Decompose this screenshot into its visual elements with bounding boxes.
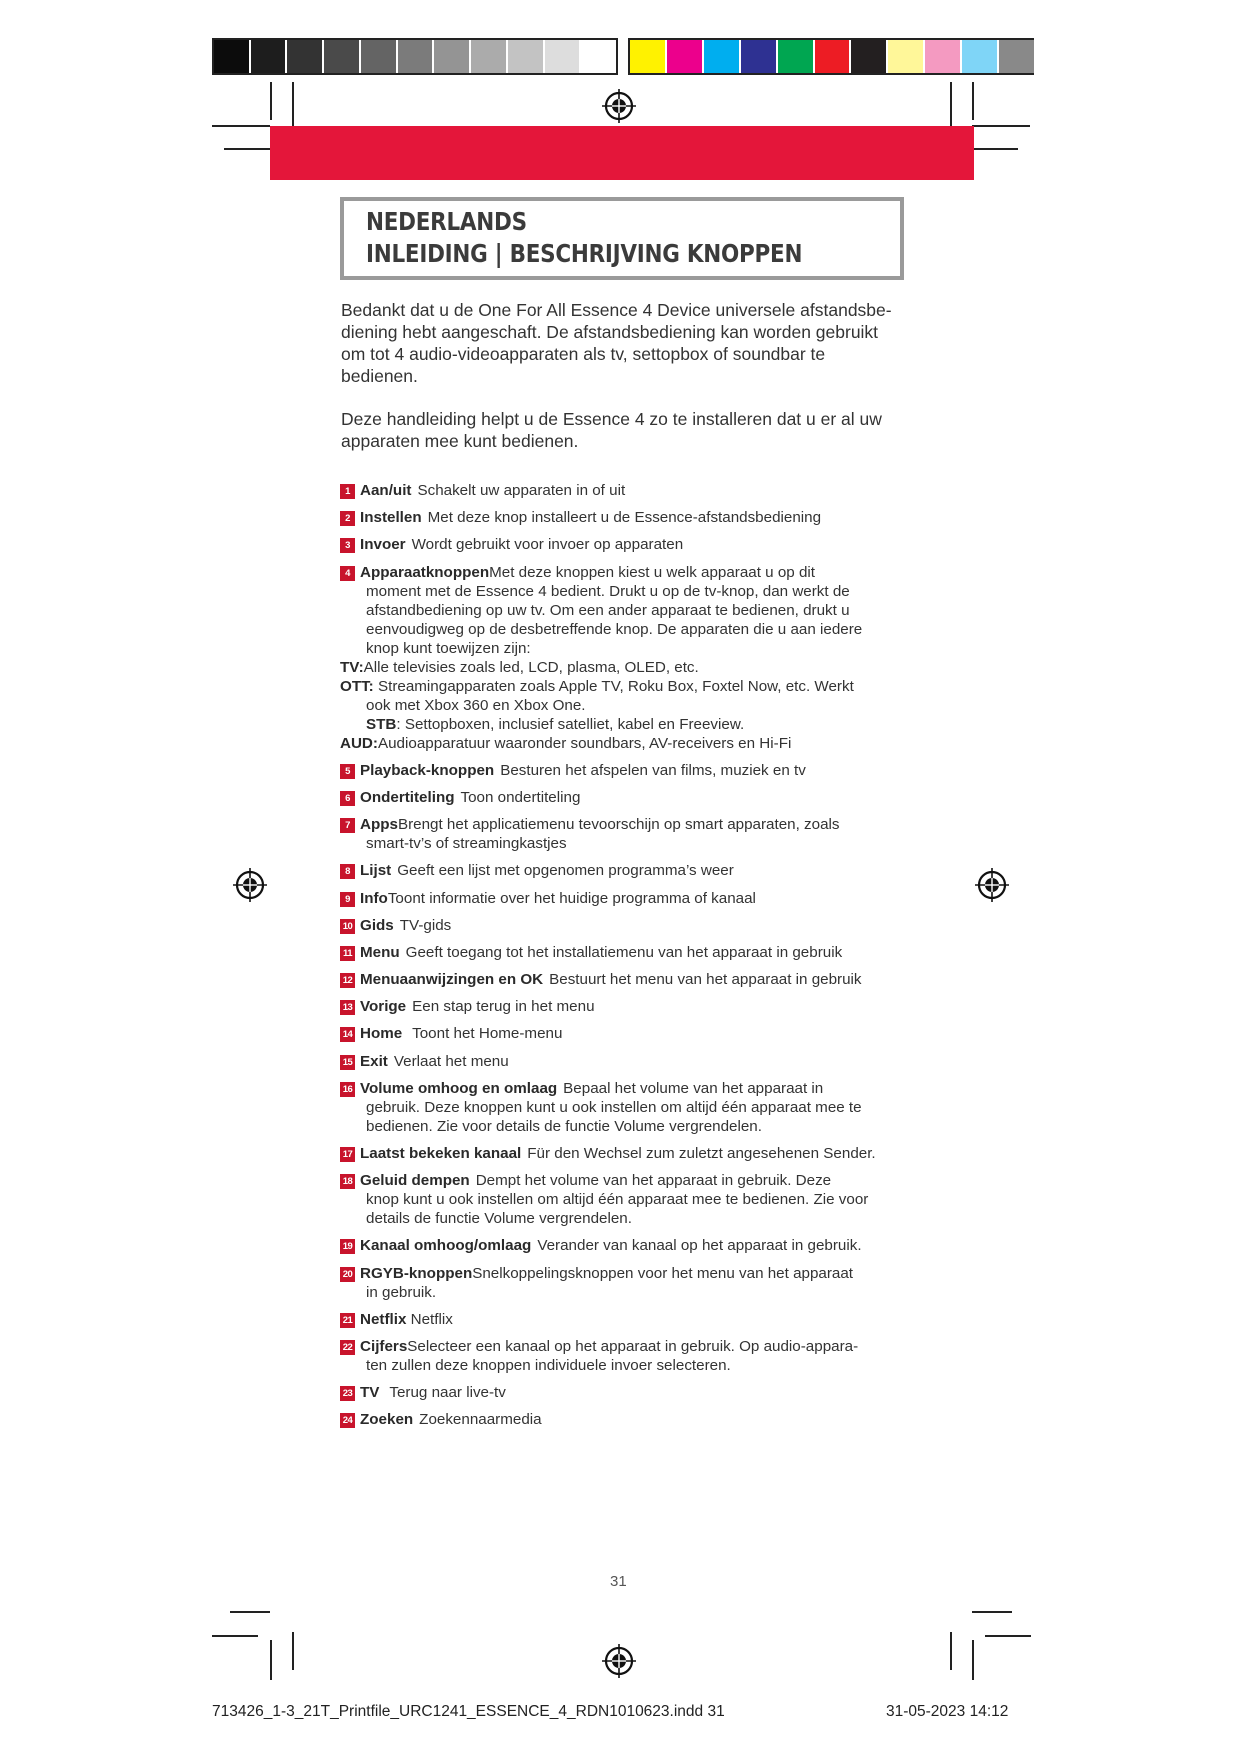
item-number-badge: 22 <box>340 1340 355 1355</box>
crop-mark <box>212 125 270 127</box>
item-number-badge: 12 <box>340 973 355 988</box>
color-swatch <box>999 40 1034 73</box>
color-swatch <box>851 40 888 73</box>
registration-mark-icon <box>602 89 636 123</box>
footer-date: 31-05-2023 14:12 <box>886 1703 1009 1720</box>
item-description: Verlaat het menu <box>393 1052 509 1070</box>
list-item <box>340 1264 912 1302</box>
item-label: Apps <box>360 816 398 834</box>
item-description-continued: ten zullen deze knoppen individuele invoer selecteren. <box>366 1356 731 1374</box>
item-description: TV-gids <box>399 916 452 934</box>
item-number-badge: 2 <box>340 511 355 526</box>
item-description: Schakelt uw apparaten in of uit <box>417 482 626 499</box>
list-item <box>340 970 912 989</box>
list-item <box>340 1079 912 1136</box>
crop-mark <box>270 1640 272 1680</box>
list-item <box>340 761 912 780</box>
gray-swatch <box>434 40 471 73</box>
item-number-badge: 11 <box>340 946 355 961</box>
item-label: Invoer <box>360 536 406 554</box>
color-swatch <box>704 40 741 73</box>
item-label: Geluid dempen <box>360 1172 470 1190</box>
crop-mark <box>972 125 1030 127</box>
list-item <box>340 563 912 753</box>
list-item <box>340 1310 912 1329</box>
crop-mark <box>972 1640 974 1680</box>
item-description-continued: bedienen. Zie voor details de functie Volume vergrendelen. <box>366 1117 762 1135</box>
intro-line: diening hebt aangeschaft. De afstandsbediening kan worden gebruikt <box>341 322 879 342</box>
crop-mark <box>972 1611 1012 1613</box>
list-item <box>340 1383 912 1402</box>
registration-mark-icon <box>975 868 1009 902</box>
section-title-box <box>340 197 904 280</box>
device-type-tv <box>340 658 912 677</box>
device-type-key: OTT: <box>340 677 374 695</box>
gray-swatch <box>324 40 361 73</box>
item-label: Lijst <box>360 862 392 880</box>
item-label: Menu <box>360 943 400 961</box>
registration-mark-icon <box>233 868 267 902</box>
item-description: Terug naar live-tv <box>385 1384 506 1402</box>
item-number-badge: 8 <box>340 864 355 879</box>
intro-line: Deze handleiding helpt u de Essence 4 zo te installeren dat u er al uw <box>341 409 882 429</box>
page-title-language: NEDERLANDS <box>366 207 527 236</box>
item-number-badge: 4 <box>340 566 355 581</box>
item-description: Geeft toegang tot het installatiemenu van het apparaat in gebruik <box>405 943 843 961</box>
crop-mark <box>972 148 1018 150</box>
item-number-badge: 20 <box>340 1267 355 1282</box>
item-description: Toont informatie over het huidige programma of kanaal <box>387 889 756 907</box>
item-label: Exit <box>360 1052 388 1070</box>
item-description-continued: gebruik. Deze knoppen kunt u ook instellen om altijd één apparaat mee te <box>366 1098 862 1116</box>
item-label: Cijfers <box>360 1337 408 1355</box>
item-description: Met deze knop installeert u de Essence-afstandsbediening <box>427 509 822 527</box>
gray-swatch <box>545 40 582 73</box>
device-type-text: Alle televisies zoals led, LCD, plasma, OLED, etc. <box>363 658 699 676</box>
page-number: 31 <box>610 1573 627 1590</box>
color-swatch <box>925 40 962 73</box>
item-number-badge: 16 <box>340 1082 355 1097</box>
intro-line: apparaten mee kunt bedienen. <box>341 431 579 451</box>
crop-mark <box>972 82 974 120</box>
item-label: Instellen <box>360 509 422 527</box>
gray-swatch <box>251 40 288 73</box>
intro-line: om tot 4 audio-videoapparaten als tv, settopbox of soundbar te <box>341 344 826 364</box>
crop-mark <box>292 1632 294 1670</box>
item-number-badge: 9 <box>340 892 355 907</box>
item-label: Kanaal omhoog/omlaag <box>360 1237 532 1255</box>
item-number-badge: 3 <box>340 538 355 553</box>
device-type-text: : Settopboxen, inclusief satelliet, kabel en Freeview. <box>396 715 745 733</box>
crop-mark <box>224 148 270 150</box>
intro-line: Bedankt dat u de One For All Essence 4 Device universele afstandsbe- <box>341 300 892 320</box>
list-item <box>340 1236 912 1255</box>
item-number-badge: 10 <box>340 919 355 934</box>
gray-swatch <box>287 40 324 73</box>
item-description: Selecteer een kanaal op het apparaat in gebruik. Op audio-appara- <box>407 1337 859 1355</box>
device-type-key: STB <box>366 715 397 733</box>
list-item <box>340 1171 912 1228</box>
item-description-continued: details de functie Volume vergrendelen. <box>366 1210 632 1228</box>
item-label: Home <box>360 1025 403 1043</box>
device-type-stb <box>340 715 912 734</box>
item-label: Ondertiteling <box>360 788 455 806</box>
item-label: Apparaatknoppen <box>360 563 490 581</box>
item-description-continued: knop kunt u ook instellen om altijd één apparaat mee te bedienen. Zie voor <box>366 1191 869 1209</box>
item-description: Bepaal het volume van het apparaat in <box>563 1079 824 1097</box>
item-label: Laatst bekeken kanaal <box>360 1145 522 1162</box>
item-label: Playback-knoppen <box>360 761 495 779</box>
item-label: Netflix <box>360 1310 407 1328</box>
list-item <box>340 1337 912 1375</box>
color-swatch <box>962 40 999 73</box>
item-description-continued: eenvoudigweg op de desbetreffende knop. De apparaten die u aan iedere <box>366 620 863 638</box>
list-item <box>340 535 912 554</box>
item-number-badge: 19 <box>340 1239 355 1254</box>
item-number-badge: 24 <box>340 1413 355 1428</box>
crop-mark <box>985 1635 1031 1637</box>
item-description: Zoekennaarmedia <box>419 1411 542 1429</box>
intro-line: bedienen. <box>341 366 418 386</box>
item-label: RGYB-knoppen <box>360 1264 473 1282</box>
item-label: Menuaanwijzingen en OK <box>360 971 544 989</box>
item-description-continued: in gebruik. <box>366 1283 437 1301</box>
item-description: Verander van kanaal op het apparaat in gebruik. <box>537 1237 862 1255</box>
device-type-key: TV: <box>340 658 364 676</box>
gray-swatch <box>508 40 545 73</box>
item-label: Gids <box>360 916 394 934</box>
item-description: Für den Wechsel zum zuletzt angesehenen Sender. <box>527 1145 876 1162</box>
list-item <box>340 916 912 935</box>
item-number-badge: 13 <box>340 1000 355 1015</box>
list-item <box>340 1410 912 1429</box>
item-number-badge: 15 <box>340 1055 355 1070</box>
item-description: Een stap terug in het menu <box>412 998 595 1016</box>
item-description: Wordt gebruikt voor invoer op apparaten <box>411 536 684 554</box>
item-description: Brengt het applicatiemenu tevoorschijn op smart apparaten, zoals <box>397 816 840 834</box>
crop-mark <box>950 82 952 128</box>
item-number-badge: 23 <box>340 1386 355 1401</box>
color-swatch <box>888 40 925 73</box>
color-calibration-bar <box>628 38 1034 75</box>
color-swatch <box>778 40 815 73</box>
device-type-ott <box>340 677 912 696</box>
item-number-badge: 14 <box>340 1027 355 1042</box>
item-label: Vorige <box>360 998 407 1016</box>
gray-swatch <box>581 40 616 73</box>
list-item <box>340 889 912 908</box>
item-description-continued: knop kunt toewijzen zijn: <box>366 639 531 657</box>
crop-mark <box>230 1611 270 1613</box>
item-description: Besturen het afspelen van films, muziek en tv <box>500 761 806 779</box>
crop-mark <box>292 82 294 128</box>
item-label: Aan/uit <box>360 482 412 499</box>
color-swatch <box>741 40 778 73</box>
footer-filename: 713426_1-3_21T_Printfile_URC1241_ESSENCE_4_RDN1010623.indd 31 <box>212 1703 725 1720</box>
list-item <box>340 788 912 807</box>
item-number-badge: 21 <box>340 1313 355 1328</box>
item-number-badge: 18 <box>340 1174 355 1189</box>
button-description-list <box>340 481 912 1438</box>
color-swatch <box>815 40 852 73</box>
item-description: Snelkoppelingsknoppen voor het menu van het apparaat <box>472 1264 854 1282</box>
header-accent-band <box>270 126 974 180</box>
intro-paragraph-1 <box>341 299 911 387</box>
item-description: Met deze knoppen kiest u welk apparaat u op dit <box>489 563 816 581</box>
item-label: TV <box>360 1384 380 1402</box>
device-type-text: Streamingapparaten zoals Apple TV, Roku Box, Foxtel Now, etc. Werkt <box>373 677 854 695</box>
list-item <box>340 1024 912 1043</box>
item-description-continued: smart-tv’s of streamingkastjes <box>366 835 567 853</box>
list-item <box>340 861 912 880</box>
crop-mark <box>270 82 272 120</box>
list-item <box>340 508 912 527</box>
page-title-section: INLEIDING | BESCHRIJVING KNOPPEN <box>366 239 803 268</box>
item-number-badge: 7 <box>340 818 355 833</box>
item-number-badge: 6 <box>340 791 355 806</box>
list-item <box>340 1144 912 1163</box>
item-description: Dempt het volume van het apparaat in gebruik. Deze <box>475 1172 832 1190</box>
item-description-continued: afstandbediening op uw tv. Om een ander apparaat te bedienen, drukt u <box>366 601 850 619</box>
list-item <box>340 1052 912 1071</box>
intro-paragraph-2 <box>341 408 911 452</box>
color-swatch <box>667 40 704 73</box>
item-description: Netflix <box>406 1310 453 1328</box>
item-label: Zoeken <box>360 1411 414 1429</box>
item-description: Toont het Home-menu <box>408 1025 563 1043</box>
item-description: Toon ondertiteling <box>460 788 581 806</box>
device-type-text: Audioapparatuur waaronder soundbars, AV-receivers en Hi-Fi <box>377 734 792 752</box>
gray-swatch <box>361 40 398 73</box>
item-number-badge: 17 <box>340 1147 355 1162</box>
color-swatch <box>630 40 667 73</box>
list-item <box>340 943 912 962</box>
item-label: Info <box>360 889 388 907</box>
gray-swatch <box>214 40 251 73</box>
device-type-key: AUD: <box>340 734 378 752</box>
gray-swatch <box>471 40 508 73</box>
device-type-aud <box>340 734 912 753</box>
item-label: Volume omhoog en omlaag <box>360 1079 558 1097</box>
item-number-badge: 5 <box>340 764 355 779</box>
device-type-ott-continued: ook met Xbox 360 en Xbox One. <box>366 696 586 714</box>
registration-mark-icon <box>602 1644 636 1678</box>
gray-swatch <box>398 40 435 73</box>
list-item <box>340 481 912 500</box>
item-description-continued: moment met de Essence 4 bedient. Drukt u op de tv-knop, dan werkt de <box>366 582 850 600</box>
crop-mark <box>212 1635 258 1637</box>
crop-mark <box>950 1632 952 1670</box>
item-number-badge: 1 <box>340 484 355 499</box>
list-item <box>340 997 912 1016</box>
item-description: Geeft een lijst met opgenomen programma’s weer <box>397 862 734 880</box>
grayscale-calibration-bar <box>212 38 618 75</box>
list-item <box>340 815 912 853</box>
item-description: Bestuurt het menu van het apparaat in gebruik <box>549 971 862 989</box>
